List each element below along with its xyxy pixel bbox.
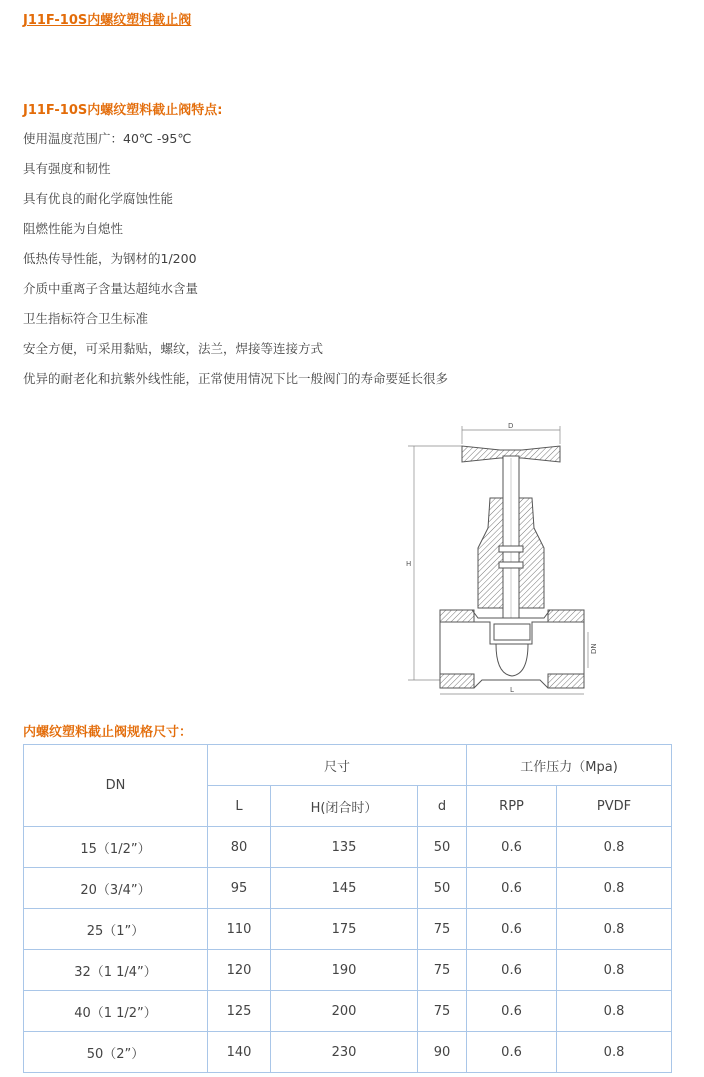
cell-pvdf: 0.8 <box>557 991 672 1032</box>
features-heading: J11F-10S内螺纹塑料截止阀特点: <box>23 103 223 118</box>
feature-item: 阻燃性能为自熄性 <box>23 221 124 236</box>
cell-dn: 15（1/2”） <box>24 827 208 868</box>
cell-l: 125 <box>208 991 271 1032</box>
cell-l: 95 <box>208 868 271 909</box>
cell-h: 200 <box>271 991 418 1032</box>
cell-dn: 25（1”） <box>24 909 208 950</box>
cell-pvdf: 0.8 <box>557 950 672 991</box>
cell-rpp: 0.6 <box>467 950 557 991</box>
dim-dn-label: DN <box>590 643 598 654</box>
header-d: d <box>418 786 467 827</box>
cell-rpp: 0.6 <box>467 868 557 909</box>
feature-item: 使用温度范围广：40℃ -95℃ <box>23 131 192 146</box>
cell-l: 110 <box>208 909 271 950</box>
table-row <box>24 1032 672 1073</box>
dim-h-label: H <box>406 560 412 568</box>
header-pvdf: PVDF <box>557 786 672 827</box>
cell-d: 50 <box>418 868 467 909</box>
header-dn: DN <box>24 745 208 827</box>
feature-item: 卫生指标符合卫生标准 <box>23 311 149 326</box>
cell-rpp: 0.6 <box>467 909 557 950</box>
cell-rpp: 0.6 <box>467 1032 557 1073</box>
header-l: L <box>208 786 271 827</box>
cell-pvdf: 0.8 <box>557 868 672 909</box>
cell-l: 120 <box>208 950 271 991</box>
dim-l-label: L <box>510 686 514 694</box>
dim-d-label: D <box>508 422 514 430</box>
valve-drawing <box>400 418 600 703</box>
cell-pvdf: 0.8 <box>557 827 672 868</box>
cell-d: 75 <box>418 991 467 1032</box>
feature-item: 低热传导性能，为钢材的1/200 <box>23 251 197 266</box>
cell-rpp: 0.6 <box>467 827 557 868</box>
feature-item: 安全方便，可采用黏贴，螺纹，法兰，焊接等连接方式 <box>23 341 324 356</box>
table-row <box>24 909 672 950</box>
table-header-row <box>24 745 672 786</box>
cell-h: 190 <box>271 950 418 991</box>
table-row <box>24 827 672 868</box>
table-row <box>24 868 672 909</box>
header-pressure: 工作压力（Mpa) <box>467 745 672 786</box>
table-row <box>24 950 672 991</box>
cell-d: 75 <box>418 950 467 991</box>
cell-d: 75 <box>418 909 467 950</box>
table-row <box>24 991 672 1032</box>
cell-l: 140 <box>208 1032 271 1073</box>
cell-h: 175 <box>271 909 418 950</box>
feature-item: 具有优良的耐化学腐蚀性能 <box>23 191 174 206</box>
features-list <box>23 124 448 394</box>
feature-item: 具有强度和韧性 <box>23 161 111 176</box>
cell-dn: 50（2”） <box>24 1032 208 1073</box>
cell-d: 50 <box>418 827 467 868</box>
cell-h: 145 <box>271 868 418 909</box>
cell-pvdf: 0.8 <box>557 909 672 950</box>
feature-item: 介质中重离子含量达超纯水含量 <box>23 281 199 296</box>
spec-heading: 内螺纹塑料截止阀规格尺寸： <box>23 725 193 740</box>
page-title[interactable]: J11F-10S内螺纹塑料截止阀 <box>23 13 192 28</box>
cell-h: 230 <box>271 1032 418 1073</box>
header-rpp: RPP <box>467 786 557 827</box>
feature-item: 优异的耐老化和抗紫外线性能，正常使用情况下比一般阀门的寿命要延长很多 <box>23 371 449 386</box>
header-h: H(闭合时） <box>271 786 418 827</box>
cell-d: 90 <box>418 1032 467 1073</box>
cell-pvdf: 0.8 <box>557 1032 672 1073</box>
cell-dn: 40（1 1/2”） <box>24 991 208 1032</box>
cell-rpp: 0.6 <box>467 991 557 1032</box>
cell-dn: 20（3/4”） <box>24 868 208 909</box>
spec-table <box>23 744 672 1073</box>
cell-dn: 32（1 1/4”） <box>24 950 208 991</box>
cell-l: 80 <box>208 827 271 868</box>
header-size: 尺寸 <box>208 745 467 786</box>
cell-h: 135 <box>271 827 418 868</box>
